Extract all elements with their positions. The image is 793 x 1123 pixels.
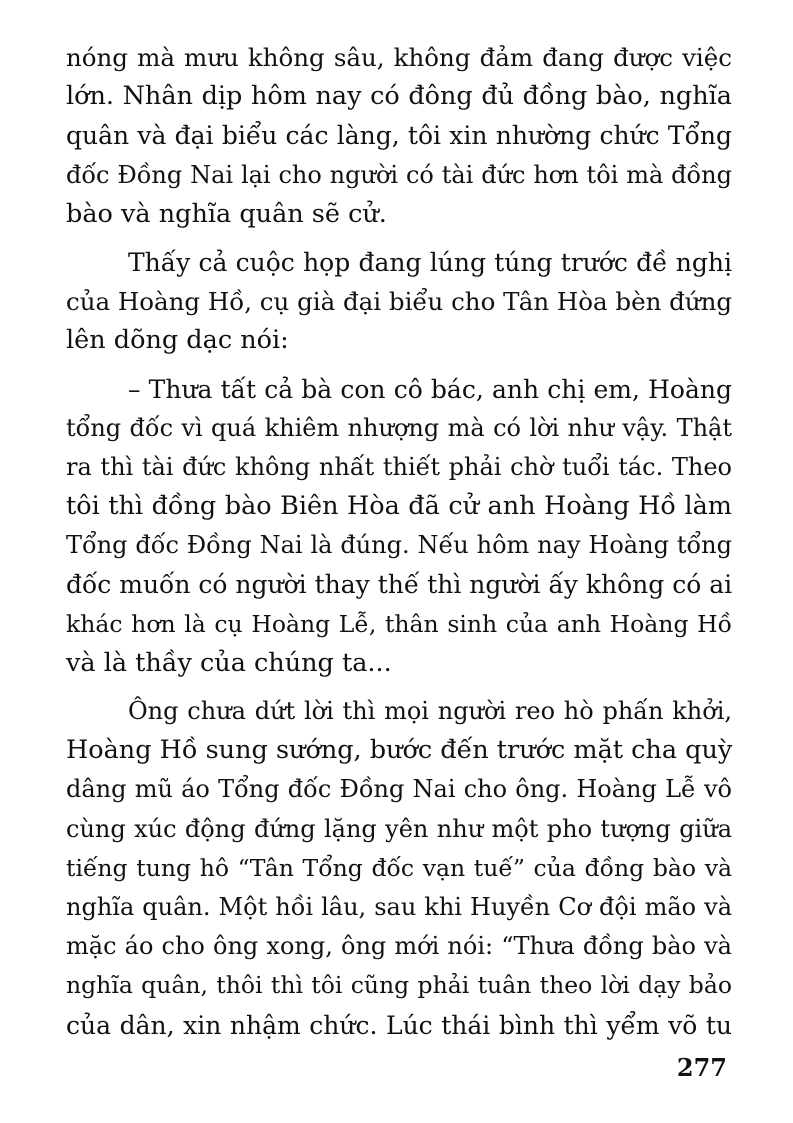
text-line: của dân, xin nhậm chức. Lúc thái bình thì yểm võ tu <box>66 1010 732 1040</box>
text-line: và là thầy của chúng ta... <box>66 647 392 678</box>
text-line: lên dõng dạc nói: <box>66 325 289 356</box>
text-line: dâng mũ áo Tổng đốc Đồng Nai cho ông. Hoàng Lễ vô <box>66 775 732 804</box>
text-line: Hoàng Hồ sung sướng, bước đến trước mặt cha quỳ <box>66 735 733 766</box>
text-line: lớn. Nhân dịp hôm nay có đông đủ đồng bào, nghĩa <box>66 81 732 112</box>
text-line: tôi thì đồng bào Biên Hòa đã cử anh Hoàng Hồ làm <box>66 491 732 522</box>
text-line: Thấy cả cuộc họp đang lúng túng trước đề nghị <box>128 247 732 277</box>
text-line: – Thưa tất cả bà con cô bác, anh chị em, Hoàng <box>128 374 732 404</box>
text-line: nghĩa quân, thôi thì tôi cũng phải tuân theo lời dạy bảo <box>66 971 732 1000</box>
text-line: Tổng đốc Đồng Nai là đúng. Nếu hôm nay Hoàng tổng <box>66 531 732 560</box>
text-line: của Hoàng Hồ, cụ già đại biểu cho Tân Hòa bèn đứng <box>66 287 733 317</box>
body-text <box>66 38 732 1054</box>
text-line: đốc muốn có người thay thế thì người ấy không có ai <box>66 570 733 600</box>
text-line: nóng mà mưu không sâu, không đảm đang được việc <box>66 43 732 72</box>
text-line: quân và đại biểu các làng, tôi xin nhường chức Tổng <box>66 121 732 151</box>
text-line: cùng xúc động đứng lặng yên như một pho tượng giữa <box>66 814 732 843</box>
text-line: khác hơn là cụ Hoàng Lễ, thân sinh của anh Hoàng Hồ <box>66 609 732 638</box>
text-line: mặc áo cho ông xong, ông mới nói: “Thưa đồng bào và <box>66 932 732 961</box>
text-line: nghĩa quân. Một hồi lâu, sau khi Huyền Cơ đội mão và <box>66 892 732 921</box>
text-line: bào và nghĩa quân sẽ cử. <box>66 198 387 229</box>
paragraph <box>66 38 732 234</box>
text-line: ra thì tài đức không nhất thiết phải chờ tuổi tác. Theo <box>66 452 732 481</box>
text-line: tổng đốc vì quá khiêm nhượng mà có lời như vậy. Thật <box>66 413 732 442</box>
page-number: 277 <box>676 1053 727 1082</box>
paragraph <box>66 243 732 361</box>
text-line: đốc Đồng Nai lại cho người có tài đức hơn tôi mà đồng <box>66 160 732 189</box>
paragraph <box>66 692 732 1045</box>
paragraph <box>66 370 732 684</box>
text-line: tiếng tung hô “Tân Tổng đốc vạn tuế” của đồng bào và <box>66 853 732 882</box>
text-line: Ông chưa dứt lời thì mọi người reo hò phấn khởi, <box>128 697 732 725</box>
